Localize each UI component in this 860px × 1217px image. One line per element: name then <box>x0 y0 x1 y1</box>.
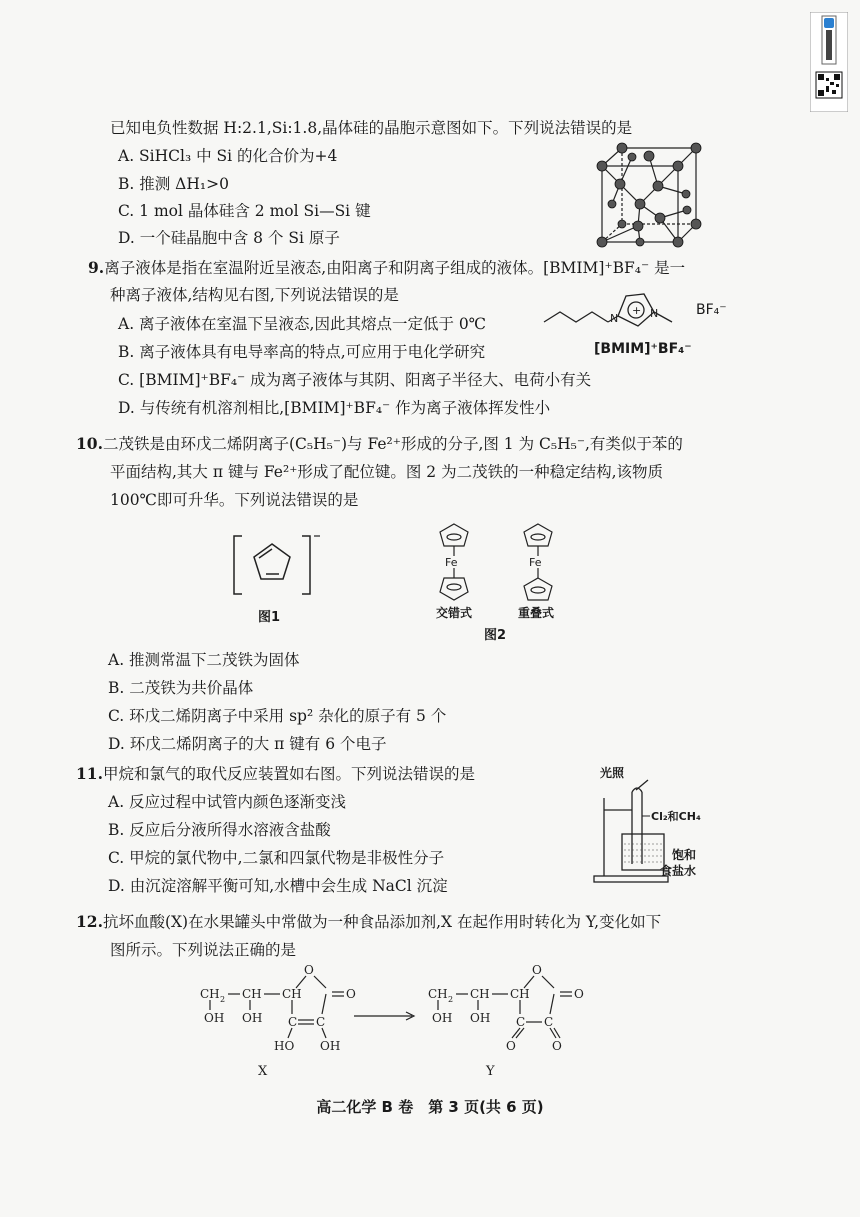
svg-text:OH: OH <box>432 1011 453 1025</box>
q10-stem-text-1: 二茂铁是由环戊二烯阴离子(C₅H₅⁻)与 Fe²⁺形成的分子,图 1 为 C₅H₅⁻,有类似于苯的 <box>102 435 683 453</box>
svg-text:CH: CH <box>282 987 302 1001</box>
svg-text:2: 2 <box>220 995 226 1004</box>
staggered-label: 交错式 <box>436 606 473 620</box>
svg-text:OH: OH <box>242 1011 263 1025</box>
q10-stem-3: 100℃即可升华。下列说法错误的是 <box>110 491 359 509</box>
q12-number: 12. <box>76 912 103 931</box>
q12-stem-1 <box>76 912 661 932</box>
svg-text:2: 2 <box>448 995 454 1004</box>
cyclopentadienyl-anion-figure <box>230 526 322 604</box>
fe-label-right: Fe <box>529 556 542 569</box>
svg-text:O: O <box>574 987 584 1001</box>
bmim-anion-label: BF₄⁻ <box>696 302 727 318</box>
methane-chlorination-apparatus <box>590 776 670 884</box>
svg-text:C: C <box>544 1015 554 1029</box>
q8-option-c: C. 1 mol 晶体硅含 2 mol Si—Si 键 <box>118 202 371 220</box>
svg-text:O: O <box>346 987 356 1001</box>
q8-stem: 已知电负性数据 H:2.1,Si:1.8,晶体硅的晶胞示意图如下。下列说法错误的是 <box>110 119 633 137</box>
q8-option-d: D. 一个硅晶胞中含 8 个 Si 原子 <box>118 229 340 247</box>
q10-stem-2: 平面结构,其大 π 键与 Fe²⁺形成了配位键。图 2 为二茂铁的一种稳定结构,该物质 <box>110 463 664 481</box>
figure-1-label: 图1 <box>258 610 281 625</box>
q12-stem-text-1: 抗坏血酸(X)在水果罐头中常做为一种食品添加剂,X 在起作用时转化为 Y,变化如下 <box>102 913 662 931</box>
svg-text:CH: CH <box>470 987 490 1001</box>
q10-option-a: A. 推测常温下二茂铁为固体 <box>108 651 300 669</box>
svg-text:C: C <box>288 1015 298 1029</box>
bmim-structure-figure <box>540 282 690 340</box>
silicon-unit-cell-figure <box>592 142 707 250</box>
svg-text:N: N <box>650 307 659 320</box>
qr-code-icon <box>810 12 848 112</box>
q10-option-d: D. 环戊二烯阴离子的大 π 键有 6 个电子 <box>108 735 387 753</box>
eclipsed-label: 重叠式 <box>518 606 555 620</box>
q9-stem-2: 种离子液体,结构见右图,下列说法错误的是 <box>110 286 399 304</box>
svg-text:OH: OH <box>470 1011 491 1025</box>
q10-number: 10. <box>76 434 103 453</box>
q9-option-d: D. 与传统有机溶剂相比,[BMIM]⁺BF₄⁻ 作为离子液体挥发性小 <box>118 399 551 417</box>
q11-option-d: D. 由沉淀溶解平衡可知,水槽中会生成 NaCl 沉淀 <box>108 877 448 895</box>
q11-option-a: A. 反应过程中试管内颜色逐渐变浅 <box>108 793 347 811</box>
q12-stem-2: 图所示。下列说法正确的是 <box>110 941 297 959</box>
svg-text:C: C <box>516 1015 526 1029</box>
q9-option-a: A. 离子液体在室温下呈液态,因此其熔点一定低于 0℃ <box>118 315 487 333</box>
q8-option-b: B. 推测 ΔH₁>0 <box>118 175 229 193</box>
ascorbic-acid-reaction-figure <box>196 960 596 1060</box>
figure-2-label: 图2 <box>484 628 507 643</box>
compound-y-label: Y <box>486 1064 495 1079</box>
svg-text:O: O <box>304 963 314 977</box>
svg-text:CH: CH <box>428 987 448 1001</box>
q9-stem-1 <box>88 258 685 278</box>
q10-option-b: B. 二茂铁为共价晶体 <box>108 679 254 697</box>
svg-text:OH: OH <box>204 1011 225 1025</box>
svg-text:O: O <box>532 963 542 977</box>
gas-label: Cl₂和CH₄ <box>651 810 701 823</box>
q9-number: 9. <box>88 258 105 277</box>
svg-text:CH: CH <box>242 987 262 1001</box>
q11-stem-text: 甲烷和氯气的取代反应装置如右图。下列说法错误的是 <box>102 765 475 783</box>
svg-text:N: N <box>610 312 619 325</box>
svg-text:CH: CH <box>200 987 220 1001</box>
bmim-caption: [BMIM]⁺BF₄⁻ <box>594 341 692 357</box>
page-footer: 高二化学 B 卷 第 3 页(共 6 页) <box>316 1098 544 1116</box>
q11-number: 11. <box>76 764 103 783</box>
saline-label-1: 饱和 <box>672 848 697 862</box>
q8-option-a: A. SiHCl₃ 中 Si 的化合价为+4 <box>118 147 338 165</box>
q9-option-c: C. [BMIM]⁺BF₄⁻ 成为离子液体与其阴、阳离子半径大、电荷小有关 <box>118 371 592 389</box>
saline-label-2: 食盐水 <box>660 864 697 878</box>
svg-text:OH: OH <box>320 1039 341 1053</box>
q11-option-b: B. 反应后分液所得水溶液含盐酸 <box>108 821 331 839</box>
q9-option-b: B. 离子液体具有电导率高的特点,可应用于电化学研究 <box>118 343 486 361</box>
svg-text:CH: CH <box>510 987 530 1001</box>
q9-stem-text-1: 离子液体是指在室温附近呈液态,由阳离子和阴离子组成的液体。[BMIM]⁺BF₄⁻ 是一 <box>104 259 686 277</box>
light-label: 光照 <box>600 766 625 780</box>
svg-text:HO: HO <box>274 1039 295 1053</box>
q10-stem-1 <box>76 434 683 454</box>
fe-label-left: Fe <box>445 556 458 569</box>
svg-text:C: C <box>316 1015 326 1029</box>
q10-option-c: C. 环戊二烯阴离子中采用 sp² 杂化的原子有 5 个 <box>108 707 447 725</box>
q11-option-c: C. 甲烷的氯代物中,二氯和四氯代物是非极性分子 <box>108 849 445 867</box>
q11-stem <box>76 764 475 784</box>
svg-text:O: O <box>506 1039 516 1053</box>
svg-text:O: O <box>552 1039 562 1053</box>
compound-x-label: X <box>258 1064 268 1079</box>
svg-text:+: + <box>632 304 642 317</box>
